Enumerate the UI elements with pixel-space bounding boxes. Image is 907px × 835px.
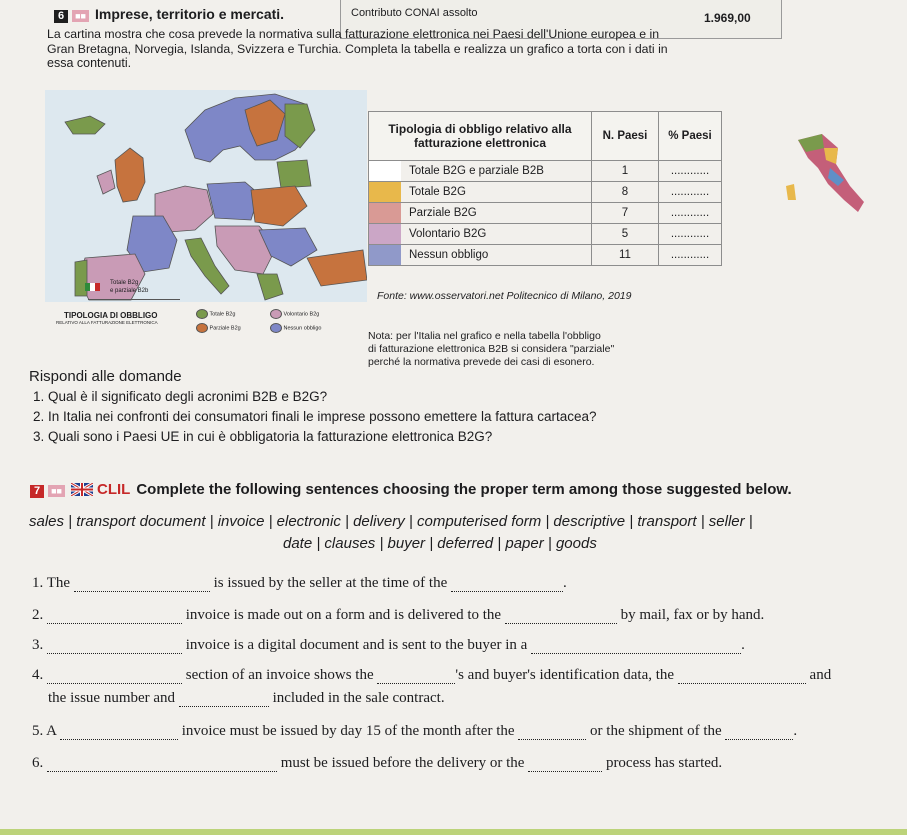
- exercise7-heading: [30, 481, 792, 499]
- row-label: Parziale B2G: [409, 207, 477, 219]
- blank-field[interactable]: [451, 591, 563, 592]
- legend-swatch: [270, 309, 282, 319]
- exercise6-intro-line3: essa contenuti.: [47, 56, 132, 70]
- row-percent-blank[interactable]: ............: [659, 161, 722, 182]
- row-percent-blank[interactable]: ............: [659, 245, 722, 266]
- questions-heading: Rispondi alle domande: [29, 368, 182, 385]
- level-dots-icon: ■■: [72, 10, 89, 22]
- amount-value: 1.969,00: [704, 11, 751, 25]
- table-header-type: Tipologia di obbligo relativo alla fatturazione elettronica: [369, 112, 592, 161]
- sentence-text: 's and buyer's identification data, the: [455, 667, 675, 683]
- note-line2: di fatturazione elettronica B2B si considera "parziale": [368, 343, 615, 355]
- italy-note-2: e parziale B2b: [110, 288, 149, 294]
- row-color-swatch: [369, 224, 401, 244]
- word-bank-line1: sales | transport document | invoice | electronic | delivery | computerised form | descriptive | transport | seller |: [29, 513, 753, 530]
- sentence-number: 2.: [32, 607, 44, 623]
- blank-field[interactable]: [518, 739, 586, 740]
- sentence-text: must be issued before the delivery or the: [280, 755, 525, 771]
- row-percent-blank[interactable]: ............: [659, 224, 722, 245]
- blank-field[interactable]: [60, 739, 178, 740]
- question-item: 1. Qual è il significato degli acronimi B2B e B2G?: [33, 389, 328, 404]
- blank-field[interactable]: [47, 623, 182, 624]
- sentence-text: .: [793, 723, 798, 739]
- legend-item-totale: [196, 309, 235, 319]
- row-label-cell: [369, 224, 592, 245]
- blank-field[interactable]: [179, 706, 269, 707]
- blank-field[interactable]: [505, 623, 617, 624]
- row-label: Nessun obbligo: [409, 249, 489, 261]
- data-table-container: [368, 111, 722, 266]
- note-line1: Nota: per l'Italia nel grafico e nella tabella l'obbligo: [368, 330, 601, 342]
- italy-puzzle-image: [778, 128, 868, 228]
- table-row: [369, 203, 722, 224]
- blank-field[interactable]: [725, 739, 793, 740]
- blank-field[interactable]: [678, 683, 806, 684]
- sentence-text: is issued by the seller at the time of the: [213, 575, 448, 591]
- italy-puzzle-svg: [778, 128, 868, 228]
- sentence-6: [32, 755, 722, 772]
- exercise6-intro-line2: Gran Bretagna, Norvegia, Islanda, Svizzera e Turchia. Completa la tabella e realizza un grafico a torta con i dati in: [47, 42, 668, 56]
- uk-flag-icon: [71, 483, 93, 496]
- legend-label: Totale B2g: [209, 311, 236, 318]
- legend-label: Nessun obbligo: [283, 325, 322, 332]
- legend-swatch: [196, 323, 208, 333]
- blank-field[interactable]: [47, 771, 277, 772]
- sentence-2: [32, 607, 764, 624]
- row-percent-blank[interactable]: ............: [659, 182, 722, 203]
- blank-field[interactable]: [74, 591, 210, 592]
- exercise6-heading: [54, 6, 284, 24]
- sentence-text: and: [809, 667, 832, 683]
- row-count: 5: [592, 224, 659, 245]
- blank-field[interactable]: [47, 653, 182, 654]
- sentence-text: invoice must be issued by day 15 of the month after the: [181, 723, 515, 739]
- exercise6-intro-line1: La cartina mostra che cosa prevede la normativa sulla fatturazione elettronica nei Paesi dell'Unione europea e in: [47, 27, 660, 41]
- row-label-cell: [369, 203, 592, 224]
- legend-item-nessuno: [270, 323, 321, 333]
- table-row: [369, 161, 722, 182]
- row-label-cell: [369, 245, 592, 266]
- table-header-n: N. Paesi: [592, 112, 659, 161]
- row-count: 11: [592, 245, 659, 266]
- italy-flag-icon: [85, 283, 100, 291]
- sentence-text: included in the sale contract.: [272, 690, 445, 706]
- row-color-swatch: [369, 245, 401, 265]
- blank-field[interactable]: [47, 683, 182, 684]
- sentence-text: invoice is a digital document and is sent to the buyer in a: [185, 637, 528, 653]
- sentence-number: 3.: [32, 637, 44, 653]
- row-color-swatch: [369, 182, 401, 202]
- italy-note-1: Totale B2g: [110, 280, 139, 286]
- sentence-text: .: [563, 575, 567, 591]
- clil-label: CLIL: [97, 481, 131, 498]
- bottom-strip: [0, 829, 907, 835]
- sentence-5: [32, 723, 797, 740]
- row-label: Volontario B2G: [409, 228, 487, 240]
- sentence-number: 5. A: [32, 723, 57, 739]
- legend-swatch: [270, 323, 282, 333]
- row-label-cell: [369, 161, 592, 182]
- legend-subtitle: RELATIVO ALLA FATTURAZIONE ELETTRONICA: [56, 320, 158, 325]
- legend-swatch: [196, 309, 208, 319]
- table-row: [369, 182, 722, 203]
- row-label: Totale B2G: [409, 186, 466, 198]
- row-color-swatch: [369, 203, 401, 223]
- row-count: 8: [592, 182, 659, 203]
- sentence-number: 4.: [32, 667, 44, 683]
- table-header-pct: % Paesi: [659, 112, 722, 161]
- blank-field[interactable]: [531, 653, 741, 654]
- exercise-title: Imprese, territorio e mercati.: [95, 6, 285, 22]
- sentence-text: by mail, fax or by hand.: [620, 607, 765, 623]
- europe-map-svg: [45, 90, 367, 302]
- map-divider: [88, 299, 180, 300]
- sentence-4-cont: [48, 690, 445, 707]
- sentence-text: .: [741, 637, 745, 653]
- word-bank-line2: date | clauses | buyer | deferred | paper | goods: [283, 535, 597, 552]
- row-count: 1: [592, 161, 659, 182]
- sentence-text: or the shipment of the: [590, 723, 722, 739]
- level-dots-icon: ■■: [48, 485, 65, 497]
- row-label: Totale B2G e parziale B2B: [409, 165, 544, 177]
- sentence-text: invoice is made out on a form and is delivered to the: [185, 607, 502, 623]
- sentence-text: process has started.: [605, 755, 723, 771]
- exercise-number-badge: 6: [54, 10, 68, 23]
- row-color-swatch: [369, 161, 401, 181]
- legend-label: Parziale B2g: [209, 325, 241, 332]
- sentence-3: [32, 637, 745, 654]
- conai-label: Contributo CONAI assolto: [351, 7, 478, 19]
- exercise7-title: Complete the following sentences choosing the proper term among those suggested below.: [136, 481, 792, 498]
- sentence-4: [32, 667, 831, 684]
- sentence-number: 1. The: [32, 575, 71, 591]
- row-label-cell: [369, 182, 592, 203]
- question-item: 2. In Italia nei confronti dei consumatori finali le imprese possono emettere la fattura cartacea?: [33, 409, 597, 424]
- row-count: 7: [592, 203, 659, 224]
- legend-label: Volontario B2g: [283, 311, 320, 318]
- row-percent-blank[interactable]: ............: [659, 203, 722, 224]
- question-item: 3. Quali sono i Paesi UE in cui è obbligatoria la fatturazione elettronica B2G?: [33, 429, 493, 444]
- sentence-text: section of an invoice shows the: [185, 667, 374, 683]
- legend-item-parziale: [196, 323, 241, 333]
- legend-title: TIPOLOGIA DI OBBLIGO: [64, 311, 158, 320]
- sentence-1: [32, 575, 567, 592]
- table-source: Fonte: www.osservatori.net Politecnico di Milano, 2019: [377, 290, 632, 302]
- data-table: [368, 111, 722, 266]
- europe-map: [45, 90, 367, 302]
- note-block: [368, 330, 614, 369]
- sentence-number: 6.: [32, 755, 44, 771]
- exercise-number-badge: 7: [30, 485, 44, 498]
- table-row: [369, 224, 722, 245]
- blank-field[interactable]: [377, 683, 455, 684]
- legend-item-volontario: [270, 309, 319, 319]
- questions-list: [33, 387, 597, 447]
- table-row: [369, 245, 722, 266]
- note-line3: perché la normativa prevede dei casi di esonero.: [368, 356, 595, 368]
- blank-field[interactable]: [528, 771, 602, 772]
- sentence-text: the issue number and: [48, 690, 176, 706]
